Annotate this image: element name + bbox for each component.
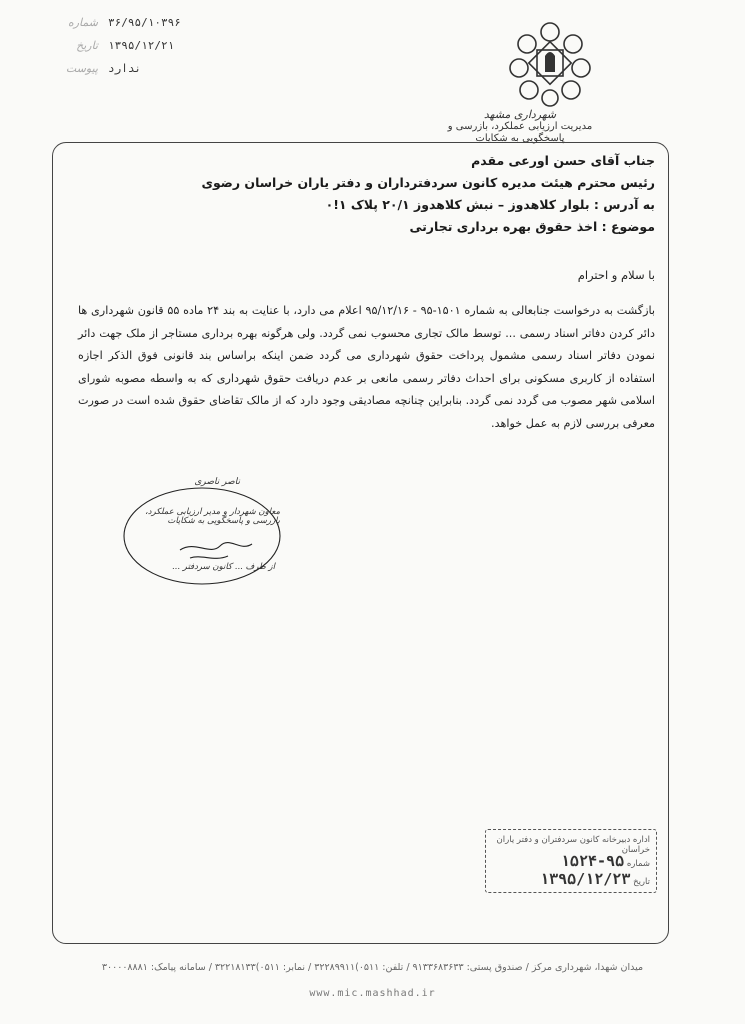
recipient-title: رئیس محترم هیئت مدیره کانون سردفترداران و دفتر یاران خراسان رضوی	[201, 175, 655, 190]
receipt-stamp	[485, 829, 657, 893]
letter-date-label: تاریخ	[76, 39, 98, 53]
footer-contact: میدان شهدا، شهرداری مرکز / صندوق پستی: ۹۱۳۳۶۸۳۶۳۳ / تلفن: ۰۵۱۱)۳۲۲۸۹۹۱۱ / نمابر: ۰۵۱۱)۳۲۲۱۸۱۳۳ / سامانه پیامک: ۳۰۰۰۰۸۸۸۱	[101, 962, 644, 973]
municipality-logo-icon	[505, 18, 595, 108]
stamp-date-label: تاریخ	[633, 877, 650, 887]
letter-attachment: ندارد	[108, 62, 142, 76]
letter-content	[70, 150, 655, 435]
stamp-number-row	[490, 852, 650, 870]
letter-number-label: شماره	[67, 16, 98, 30]
stamp-org: اداره دبیرخانه کانون سردفتران و دفتر یاران خراسان	[496, 835, 650, 855]
letter-attachment-label: پیوست	[65, 62, 98, 76]
stamp-number: ۹۵-۱۵۲۴	[560, 852, 625, 870]
letter-greeting: با سلام و احترام	[577, 268, 655, 282]
organization-department: مدیریت ارزیابی عملکرد، بازرسی و پاسخگویی به شکایات	[447, 121, 593, 145]
signer-name: ناصر ناصری	[194, 477, 240, 487]
organization-name	[440, 108, 600, 145]
signature-scribble-icon	[120, 478, 285, 593]
footer-website: www.mic.mashhad.ir	[309, 988, 436, 999]
stamp-number-label: شماره	[626, 859, 650, 869]
signer-title: معاون شهردار و مدیر ارزیابی عملکرد، بازرسی و پاسخگویی به شکایات	[145, 507, 280, 527]
letter-number: ۳۶/۹۵/۱۰۳۹۶	[108, 16, 181, 30]
letter-subject: موضوع : اخذ حقوق بهره برداری تجارتی	[409, 219, 655, 234]
organization-city: شهرداری مشهد	[483, 108, 557, 121]
stamp-date-row	[490, 870, 650, 888]
recipient-name: جناب آقای حسن اورعی مقدم	[471, 153, 655, 168]
recipient-address: به آدرس : بلوار کلاهدوز – نبش کلاهدوز ۲۰/۱ پلاک ۱!۰	[325, 197, 655, 212]
stamp-date: ۱۳۹۵/۱۲/۲۳	[540, 870, 631, 888]
letter-date: ۱۳۹۵/۱۲/۲۱	[108, 39, 175, 53]
letter-body: بازگشت به درخواست جنابعالی به شماره ۱۵۰۱-۹۵ - ۹۵/۱۲/۱۶ اعلام می دارد، با عنایت به بند ۲۴ ماده ۵۵ قانون شهرداری ها دائر کردن دفاتر اسناد رسمی ... توسط مالک تجاری محسوب نمی گردد. ولی هرگونه بهره برداری مستاجر از ملک جهت دائر نمودن دفاتر اسناد رسمی مشمول پرداخت حقوق شهرداری می گردد ضمن اینکه براساس بند قانونی فوق الذکر اجازه استفاده از کاربری مسکونی برای احداث دفاتر رسمی مانعی بر عدم دریافت حقوق شهرداری که به واسطه مصوبه شورای اسلامی شهر مصوب می گردد نمی گردد. بنابراین چنانچه مصادیقی وجود دارد که از مالک تقاضای حقوق شده است در صورت معرفی بررسی لازم به عمل خواهد.	[78, 304, 655, 430]
signer-cc: از طرف ... کانون سردفتر ...	[171, 562, 275, 572]
letter-meta	[60, 12, 200, 81]
